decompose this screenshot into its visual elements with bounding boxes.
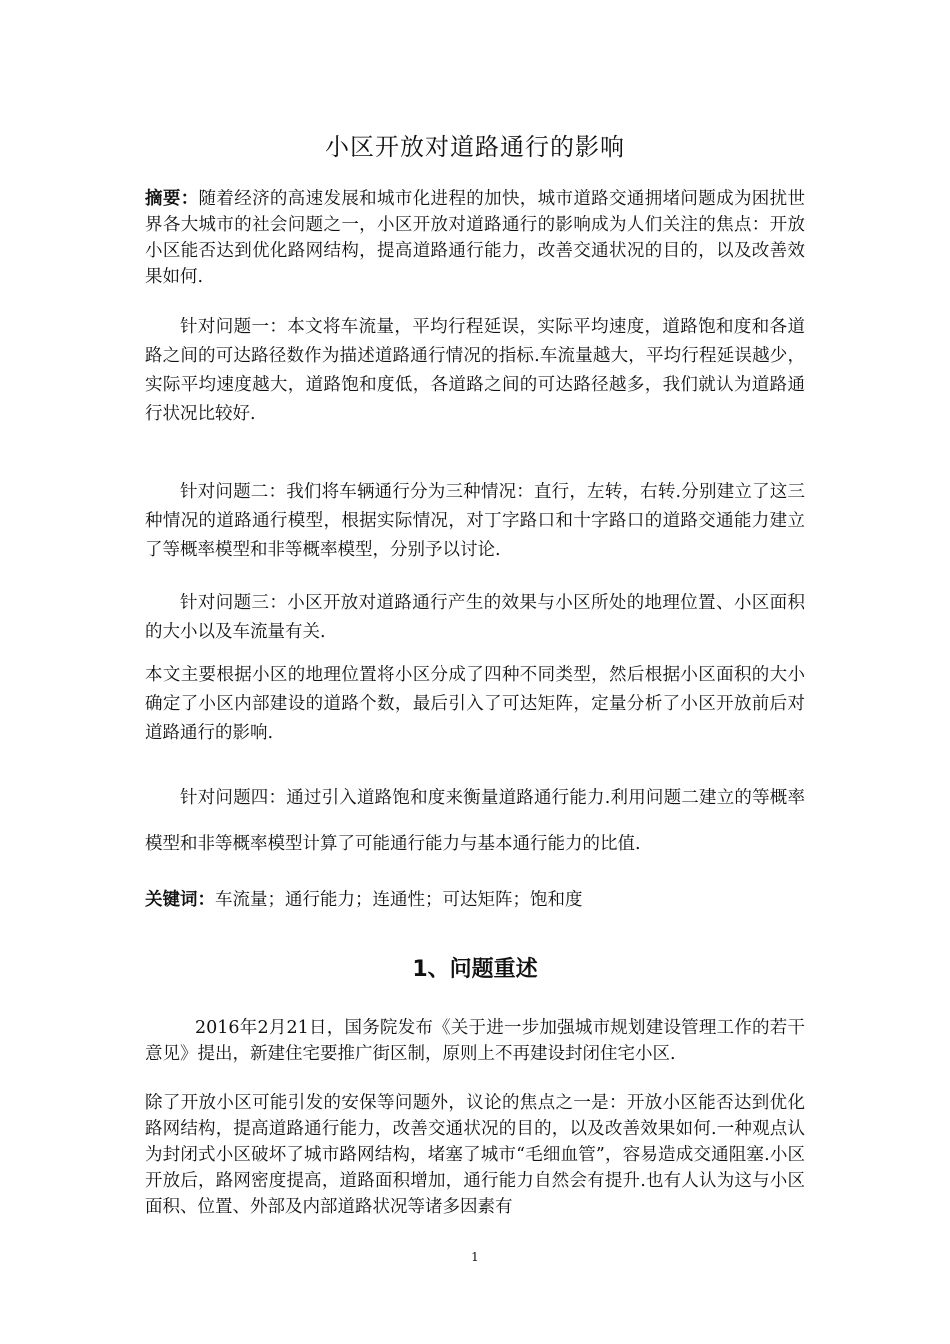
keywords-label: 关键词：: [145, 890, 215, 910]
section-heading: 1、问题重述: [412, 957, 538, 982]
problem-four-paragraph: 针对问题四：通过引入道路饱和度来衡量道路通行能力.利用问题二建立的等概率模型和非等概率模型计算了可能通行能力与基本通行能力的比值.: [145, 788, 805, 854]
paper-title: 小区开放对道路通行的影响: [325, 133, 625, 161]
problem-three-detail-paragraph: 本文主要根据小区的地理位置将小区分成了四种不同类型，然后根据小区面积的大小确定了小区内部建设的道路个数，最后引入了可达矩阵，定量分析了小区开放前后对道路通行的影响.: [145, 665, 805, 743]
keywords-text: 车流量；通行能力；连通性；可达矩阵；饱和度: [215, 890, 583, 910]
section-paragraph-2: 除了开放小区可能引发的安保等问题外，议论的焦点之一是：开放小区能否达到优化路网结构，提高道路通行能力，改善交通状况的目的，以及改善效果如何.一种观点认为封闭式小区破坏了城市路网结构，堵塞了城市“毛细血管”，容易造成交通阻塞.小区开放后，路网密度提高，道路面积增加，通行能力自然会有提升.也有人认为这与小区面积、位置、外部及内部道路状况等诸多因素有: [145, 1093, 805, 1217]
page-number: 1: [471, 1250, 479, 1264]
abstract-text: 随着经济的高速发展和城市化进程的加快，城市道路交通拥堵问题成为困扰世界各大城市的社会问题之一，小区开放对道路通行的影响成为人们关注的焦点：开放小区能否达到优化路网结构，提高道路通行能力，改善交通状况的目的，以及改善效果如何.: [145, 189, 806, 287]
keywords-paragraph: [145, 886, 805, 915]
problem-two-paragraph: 针对问题二：我们将车辆通行分为三种情况：直行，左转，右转.分别建立了这三种情况的道路通行模型，根据实际情况，对丁字路口和十字路口的道路交通能力建立了等概率模型和非等概率模型，分别予以讨论.: [145, 482, 805, 560]
problem-one-paragraph: 针对问题一：本文将车流量，平均行程延误，实际平均速度，道路饱和度和各道路之间的可达路径数作为描述道路通行情况的指标.车流量越大，平均行程延误越少，实际平均速度越大，道路饱和度低，各道路之间的可达路径越多，我们就认为道路通行状况比较好.: [145, 317, 805, 424]
problem-three-paragraph: 针对问题三：小区开放对道路通行产生的效果与小区所处的地理位置、小区面积的大小以及车流量有关.: [145, 593, 805, 642]
section-paragraph-1: 2016年2月21日，国务院发布《关于进一步加强城市规划建设管理工作的若干意见》提出，新建住宅要推广街区制，原则上不再建设封闭住宅小区.: [145, 1018, 805, 1064]
abstract-paragraph: [145, 186, 805, 290]
abstract-label: 摘要：: [145, 189, 199, 209]
